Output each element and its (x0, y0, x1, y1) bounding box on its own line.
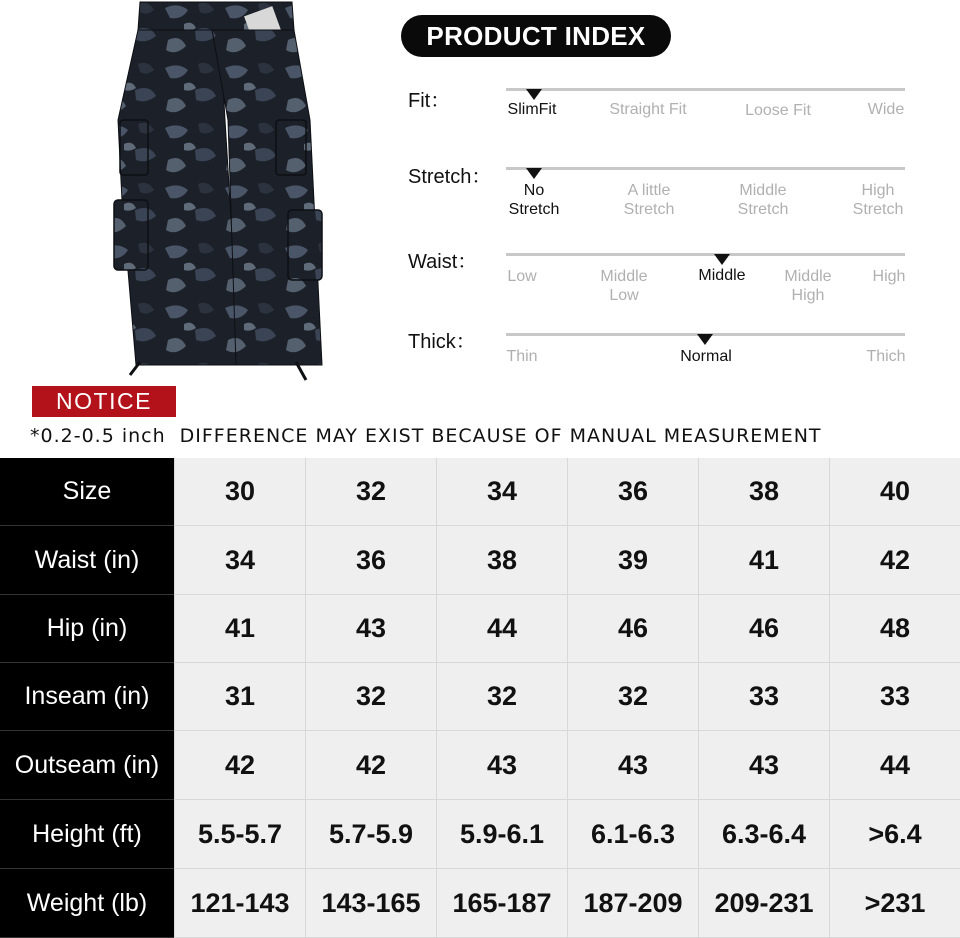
table-cell: 46 (567, 595, 698, 663)
waist-track (506, 253, 905, 256)
thick-label: Thick： (408, 331, 476, 353)
stretch-option-no: No Stretch (508, 182, 560, 218)
table-cell: 42 (829, 526, 960, 595)
table-cell: 34 (174, 526, 305, 595)
disclaimer-tolerance: *0.2-0.5 inch (30, 425, 166, 447)
fit-option-loose: Loose Fit (745, 102, 811, 119)
stretch-marker-icon (526, 168, 542, 179)
fit-option-straight: Straight Fit (609, 101, 687, 118)
row-header: Height (ft) (0, 800, 174, 869)
row-header: Hip (in) (0, 595, 174, 663)
table-cell: 42 (305, 731, 436, 800)
row-header: Weight (lb) (0, 869, 174, 938)
stretch-track (506, 167, 905, 170)
table-cell: 33 (698, 663, 829, 731)
table-cell: 5.9-6.1 (436, 800, 567, 869)
table-cell: 42 (174, 731, 305, 800)
table-cell: 32 (436, 663, 567, 731)
fit-option-slimfit: SlimFit (507, 101, 557, 118)
table-cell: 34 (436, 458, 567, 526)
table-cell: 44 (436, 595, 567, 663)
stretch-option-little: A little Stretch (623, 182, 675, 218)
table-row (0, 663, 960, 731)
table-cell: 32 (305, 663, 436, 731)
table-cell: >231 (829, 869, 960, 938)
table-row (0, 458, 960, 526)
table-cell: 31 (174, 663, 305, 731)
fit-option-wide: Wide (867, 101, 905, 118)
row-header: Size (0, 458, 174, 526)
waist-option-middle: Middle (698, 267, 746, 284)
size-chart-table (0, 458, 960, 938)
fit-track (506, 88, 905, 91)
table-row (0, 869, 960, 938)
thick-marker-icon (697, 334, 713, 345)
table-cell: 43 (567, 731, 698, 800)
waist-option-low: Low (507, 268, 537, 285)
table-cell: 30 (174, 458, 305, 526)
row-header: Waist (in) (0, 526, 174, 595)
table-cell: 5.7-5.9 (305, 800, 436, 869)
row-header: Outseam (in) (0, 731, 174, 800)
table-cell: 48 (829, 595, 960, 663)
thick-option-normal: Normal (680, 348, 732, 365)
table-cell: 46 (698, 595, 829, 663)
table-cell: 41 (698, 526, 829, 595)
waist-option-middle-high: Middle High (784, 268, 832, 304)
fit-marker-icon (526, 89, 542, 100)
thick-option-thich: Thich (866, 348, 906, 365)
waist-label: Waist： (408, 251, 478, 273)
table-row (0, 731, 960, 800)
waist-option-middle-low: Middle Low (600, 268, 648, 304)
table-cell: 40 (829, 458, 960, 526)
table-cell: 121-143 (174, 869, 305, 938)
table-cell: 32 (567, 663, 698, 731)
table-cell: 6.1-6.3 (567, 800, 698, 869)
stretch-option-middle: Middle Stretch (737, 182, 789, 218)
table-cell: 32 (305, 458, 436, 526)
table-cell: 33 (829, 663, 960, 731)
table-row (0, 595, 960, 663)
row-header: Inseam (in) (0, 663, 174, 731)
stretch-option-high: High Stretch (852, 182, 904, 218)
table-cell: 43 (436, 731, 567, 800)
table-cell: 143-165 (305, 869, 436, 938)
table-row (0, 526, 960, 595)
table-cell: 43 (305, 595, 436, 663)
table-cell: 41 (174, 595, 305, 663)
table-cell: 6.3-6.4 (698, 800, 829, 869)
table-row (0, 800, 960, 869)
table-cell: 39 (567, 526, 698, 595)
table-cell: 165-187 (436, 869, 567, 938)
notice-badge: NOTICE (32, 386, 176, 417)
waist-marker-icon (714, 254, 730, 265)
table-cell: 38 (698, 458, 829, 526)
table-cell: 36 (305, 526, 436, 595)
thick-option-thin: Thin (506, 348, 538, 365)
camo-cargo-pants-icon (100, 0, 340, 385)
table-cell: 5.5-5.7 (174, 800, 305, 869)
disclaimer-text: DIFFERENCE MAY EXIST BECAUSE OF MANUAL MEASUREMENT (179, 425, 822, 447)
table-cell: 38 (436, 526, 567, 595)
table-cell: >6.4 (829, 800, 960, 869)
table-cell: 44 (829, 731, 960, 800)
fit-label: Fit： (408, 90, 451, 112)
stretch-label: Stretch： (408, 166, 492, 188)
table-cell: 36 (567, 458, 698, 526)
table-cell: 187-209 (567, 869, 698, 938)
product-index-title: PRODUCT INDEX (401, 15, 671, 57)
table-cell: 43 (698, 731, 829, 800)
measurement-disclaimer (30, 425, 822, 447)
waist-option-high: High (872, 268, 906, 285)
table-cell: 209-231 (698, 869, 829, 938)
